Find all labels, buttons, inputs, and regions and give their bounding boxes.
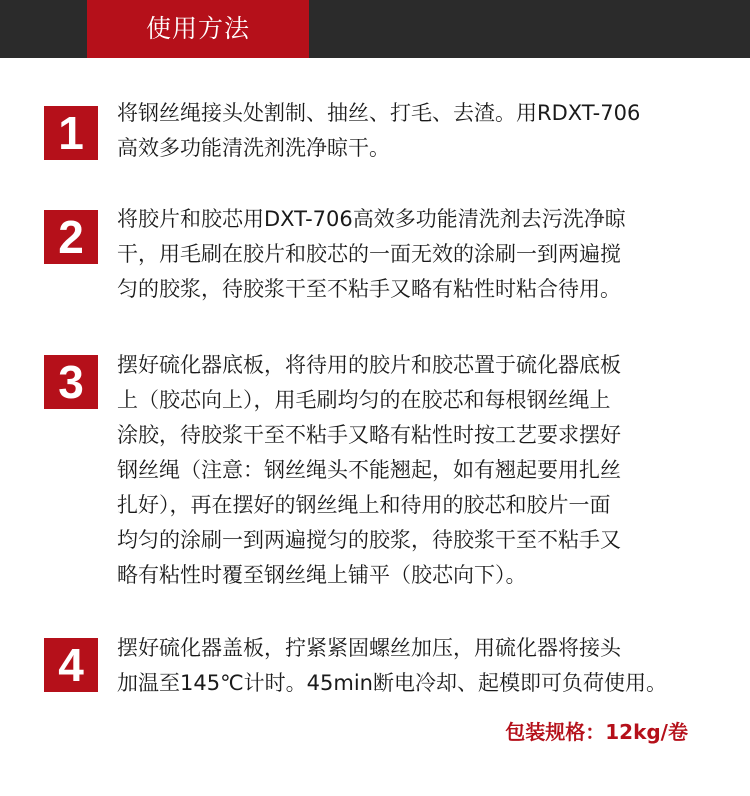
step-number-badge: 4	[44, 638, 98, 692]
step-line: 加温至145℃计时。45min断电冷却、起模即可负荷使用。	[117, 671, 667, 695]
step-line: 摆好硫化器底板，将待用的胶片和胶芯置于硫化器底板	[117, 353, 621, 377]
step-line: 摆好硫化器盖板，拧紧紧固螺丝加压，用硫化器将接头	[117, 636, 621, 660]
step-line: 上（胶芯向上），用毛刷均匀的在胶芯和每根钢丝绳上	[117, 388, 611, 412]
packaging-spec: 包装规格：12kg/卷	[505, 720, 688, 744]
section-title: 使用方法	[87, 0, 309, 58]
step-text	[117, 631, 717, 701]
step-line: 将钢丝绳接头处割制、抽丝、打毛、去渣。用RDXT-706	[117, 101, 641, 125]
step-line: 将胶片和胶芯用DXT-706高效多功能清洗剂去污洗净晾	[117, 207, 626, 231]
step-line: 匀的胶浆，待胶浆干至不粘手又略有粘性时粘合待用。	[117, 277, 621, 301]
step-number-badge: 3	[44, 355, 98, 409]
step-line: 干，用毛刷在胶片和胶芯的一面无效的涂刷一到两遍搅	[117, 242, 621, 266]
step-line: 均匀的涂刷一到两遍搅匀的胶浆，待胶浆干至不粘手又	[117, 528, 621, 552]
step-text	[117, 96, 717, 166]
step-line: 扎好），再在摆好的钢丝绳上和待用的胶芯和胶片一面	[117, 493, 611, 517]
step-line: 涂胶，待胶浆干至不粘手又略有粘性时按工艺要求摆好	[117, 423, 621, 447]
step-line: 略有粘性时覆至钢丝绳上铺平（胶芯向下）。	[117, 563, 527, 587]
step-number-badge: 1	[44, 106, 98, 160]
step-line: 高效多功能清洗剂洗净晾干。	[117, 136, 390, 160]
step-text	[117, 202, 717, 307]
step-number-badge: 2	[44, 210, 98, 264]
step-text	[117, 348, 717, 593]
step-line: 钢丝绳（注意：钢丝绳头不能翘起，如有翘起要用扎丝	[117, 458, 621, 482]
